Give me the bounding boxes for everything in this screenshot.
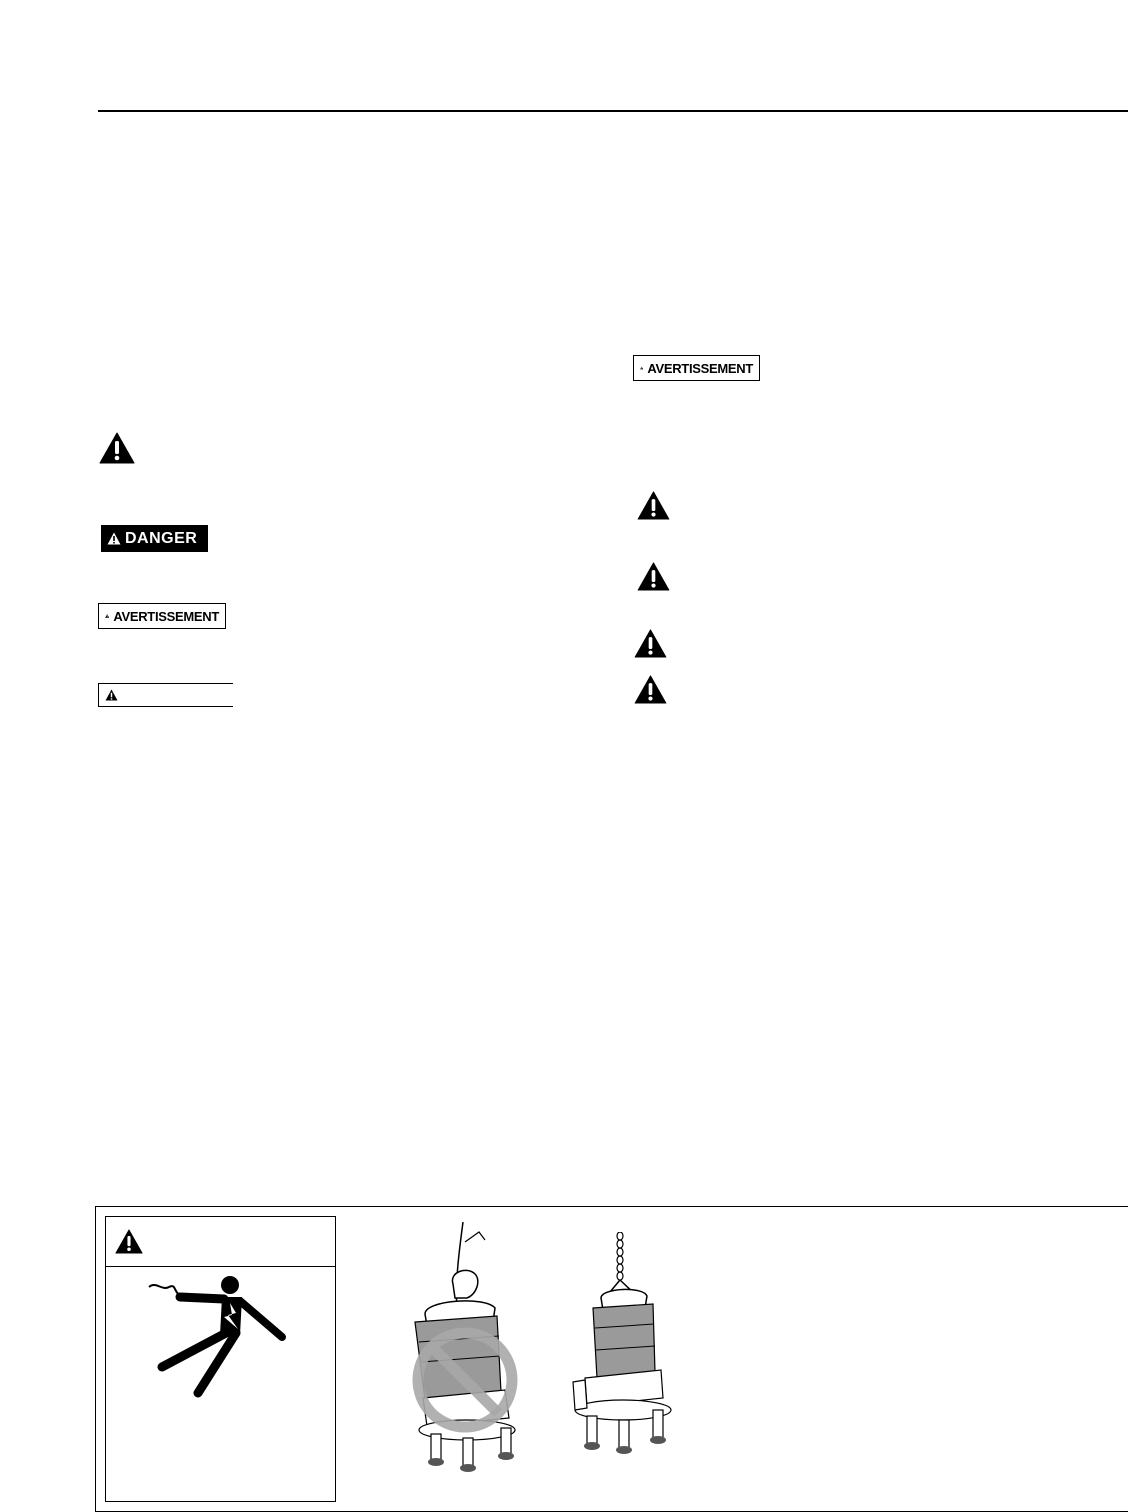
avertissement-label-right <box>633 355 760 381</box>
danger-label-text: DANGER <box>125 529 198 547</box>
pump-lifted-by-chain-illustration <box>565 1232 675 1472</box>
pump-lifted-by-cord-illustration <box>405 1222 545 1472</box>
avertissement-label <box>98 603 226 629</box>
avertissement-label-text: AVERTISSEMENT <box>113 608 219 624</box>
safety-alert-icon <box>99 432 135 464</box>
safety-alert-icon <box>115 1229 143 1254</box>
warning-triangle-icon <box>107 532 121 545</box>
danger-label <box>101 525 208 552</box>
safety-alert-icon <box>637 491 670 520</box>
caution-label <box>98 683 233 707</box>
safety-alert-icon <box>637 562 670 591</box>
electrical-shock-hazard-icon <box>144 1275 294 1405</box>
electrical-hazard-panel <box>105 1216 336 1502</box>
safety-alert-icon <box>634 629 667 658</box>
avertissement-label-right-text: AVERTISSEMENT <box>647 360 753 376</box>
electrical-hazard-panel-header <box>106 1217 335 1267</box>
safety-alert-icon <box>634 675 667 704</box>
warning-triangle-icon <box>105 610 109 622</box>
warning-triangle-icon <box>640 362 643 374</box>
header-rule <box>98 110 1128 112</box>
warning-triangle-icon <box>105 689 118 701</box>
